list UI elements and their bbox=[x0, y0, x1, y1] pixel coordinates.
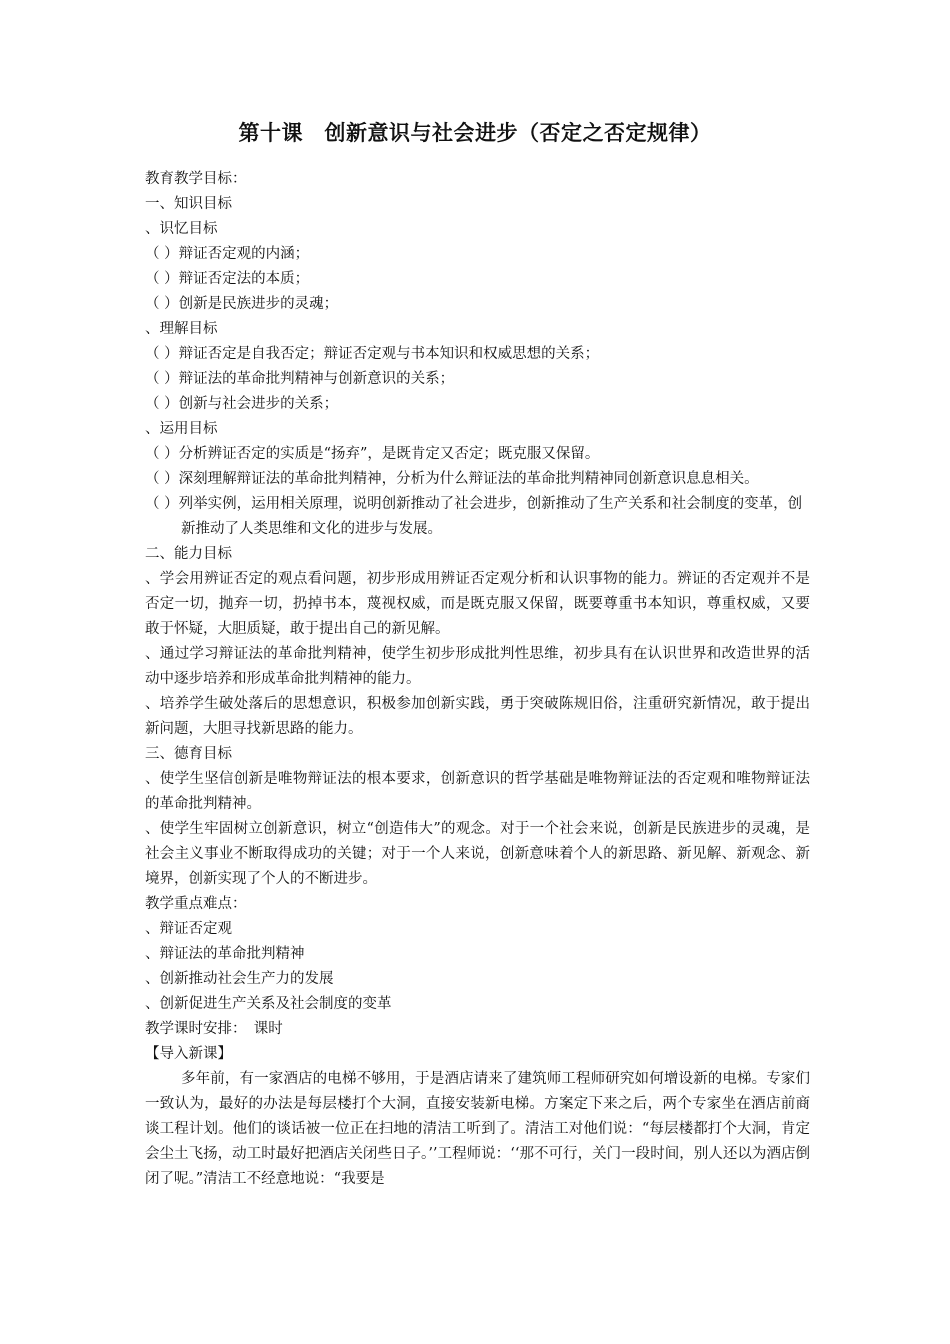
intro-paragraph: 多年前，有一家酒店的电梯不够用，于是酒店请来了建筑师工程师研究如何增设新的电梯。专家们一致认为，最好的办法是每层楼打个大洞，直接安装新电梯。方案定下来之后，两个专家坐在酒店前商谈工程计划。他们的谈话被一位正在扫地的清洁工听到了。清洁工对他们说：“每层楼都打个大洞，肯定会尘土飞扬，动工时最好把酒店关闭些日子。’’工程师说：‘‘那不可行，关门一段时间，别人还以为酒店倒闭了呢。”清洁工不经意地说：“我要是 bbox=[145, 1071, 810, 1187]
apply-item: （ ）分析辨证否定的实质是“扬弃”，是既肯定又否定；既克服又保留。 bbox=[145, 446, 600, 462]
understand-item: （ ）创新与社会进步的关系； bbox=[145, 396, 339, 412]
memory-heading: 、识忆目标 bbox=[145, 221, 218, 237]
key-points-heading: 教学重点难点： bbox=[145, 896, 247, 912]
schedule-line: 教学课时安排： 课时 bbox=[145, 1021, 283, 1037]
key-point-item: 、创新促进生产关系及社会制度的变革 bbox=[145, 996, 392, 1012]
memory-item: （ ）辩证否定法的本质； bbox=[145, 271, 310, 287]
key-point-item: 、辩证法的革命批判精神 bbox=[145, 946, 305, 962]
knowledge-heading: 一、知识目标 bbox=[145, 196, 232, 212]
understand-heading: 、理解目标 bbox=[145, 321, 218, 337]
document-body bbox=[145, 167, 810, 1192]
moral-item: 、使学生坚信创新是唯物辩证法的根本要求，创新意识的哲学基础是唯物辩证法的否定观和唯物辩证法的革命批判精神。 bbox=[145, 771, 810, 812]
memory-item: （ ）辩证否定观的内涵； bbox=[145, 246, 310, 262]
apply-item: （ ）深刻理解辩证法的革命批判精神，分析为什么辩证法的革命批判精神同创新意识息息相关。 bbox=[145, 471, 759, 487]
document-title: 第十课 创新意识与社会进步（否定之否定规律） bbox=[238, 121, 712, 145]
understand-item: （ ）辩证否定是自我否定；辩证否定观与书本知识和权威思想的关系； bbox=[145, 346, 600, 362]
understand-item: （ ）辩证法的革命批判精神与创新意识的关系； bbox=[145, 371, 455, 387]
key-point-item: 、辩证否定观 bbox=[145, 921, 232, 937]
moral-item: 、使学生牢固树立创新意识，树立“创造伟大”的观念。对于一个社会来说，创新是民族进步的灵魂，是社会主义事业不断取得成功的关键；对于一个人来说，创新意味着个人的新思路、新见解、新观念、新境界，创新实现了个人的不断进步。 bbox=[145, 821, 810, 887]
apply-item: （ ）列举实例，运用相关原理，说明创新推动了社会进步，创新推动了生产关系和社会制度的变革，创新推动了人类思维和文化的进步与发展。 bbox=[145, 496, 803, 537]
ability-heading: 二、能力目标 bbox=[145, 546, 232, 562]
ability-item: 、通过学习辩证法的革命批判精神，使学生初步形成批判性思维，初步具有在认识世界和改造世界的活动中逐步培养和形成革命批判精神的能力。 bbox=[145, 646, 810, 687]
intro-heading: 【导入新课】 bbox=[145, 1046, 232, 1062]
objectives-heading: 教育教学目标： bbox=[145, 171, 247, 187]
moral-heading: 三、德育目标 bbox=[145, 746, 232, 762]
ability-item: 、培养学生破处落后的思想意识，积极参加创新实践，勇于突破陈规旧俗，注重研究新情况，敢于提出新问题，大胆寻找新思路的能力。 bbox=[145, 696, 810, 737]
ability-item: 、学会用辨证否定的观点看问题，初步形成用辨证否定观分析和认识事物的能力。辨证的否定观并不是否定一切，抛弃一切，扔掉书本，蔑视权威，而是既克服又保留，既要尊重书本知识，尊重权威，又要敢于怀疑，大胆质疑，敢于提出自己的新见解。 bbox=[145, 571, 810, 637]
key-point-item: 、创新推动社会生产力的发展 bbox=[145, 971, 334, 987]
apply-heading: 、运用目标 bbox=[145, 421, 218, 437]
memory-item: （ ）创新是民族进步的灵魂； bbox=[145, 296, 339, 312]
